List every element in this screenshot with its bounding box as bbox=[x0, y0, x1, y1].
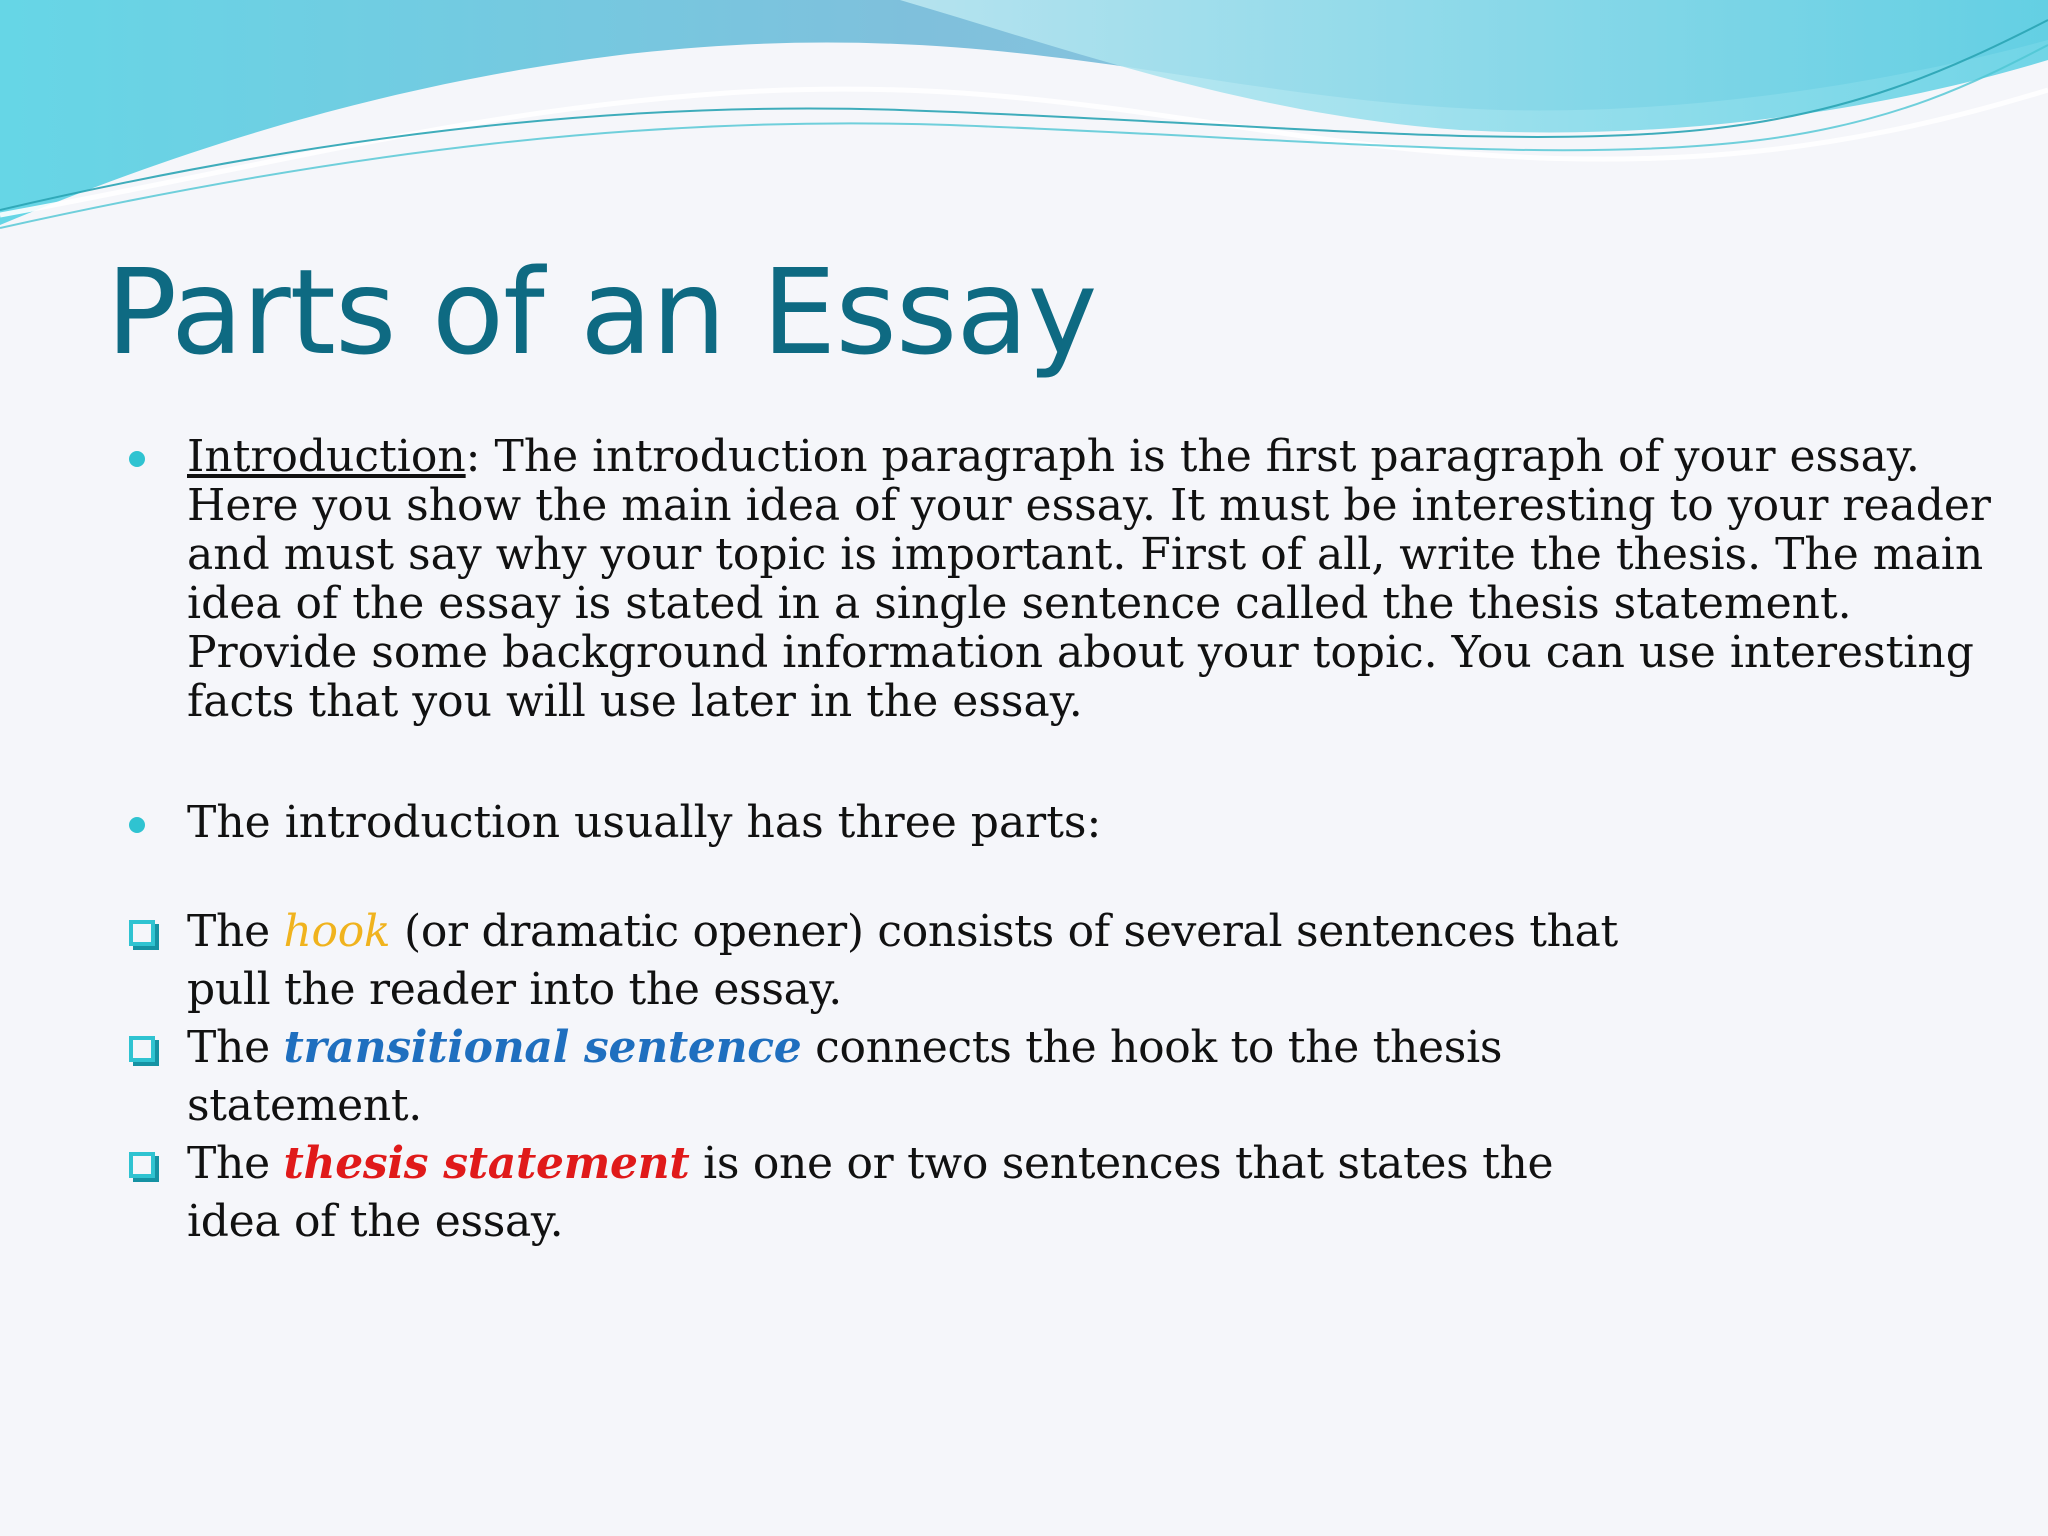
term-thesis-statement: thesis statement bbox=[283, 1138, 690, 1189]
part-thesis-after: is one or two sentences that states the idea of the essay. bbox=[187, 1138, 1554, 1247]
checkbox-square-icon bbox=[129, 1036, 155, 1062]
part-hook-before: The bbox=[187, 906, 284, 957]
three-parts-text: The introduction usually has three parts: bbox=[187, 797, 1102, 848]
checkbox-square-icon bbox=[129, 1152, 155, 1178]
introduction-separator: : bbox=[465, 431, 481, 482]
part-hook bbox=[125, 903, 1647, 1019]
slide-body bbox=[125, 432, 2005, 1251]
part-thesis-statement bbox=[125, 1135, 1647, 1251]
decorative-wave-header bbox=[0, 0, 2048, 240]
term-hook: hook bbox=[283, 906, 391, 957]
bullet-dot-icon bbox=[129, 451, 145, 467]
part-transition-before: The bbox=[187, 1022, 284, 1073]
three-parts-bullet bbox=[125, 798, 2005, 847]
introduction-bullet bbox=[125, 432, 2007, 726]
part-hook-after: (or dramatic opener) consists of several sentences that pull the reader into the essay. bbox=[187, 906, 1618, 1015]
part-transition-after: connects the hook to the thesis statement. bbox=[187, 1022, 1503, 1131]
introduction-parts-list bbox=[125, 903, 2005, 1251]
bullet-dot-icon bbox=[129, 817, 145, 833]
introduction-text: The introduction paragraph is the first paragraph of your essay. Here you show the main idea of your essay. It must be interesting to your reader and must say why your topic is important. First of all, write the thesis. The main idea of the essay is stated in a single sentence called the thesis statement. Provide some background information about your topic. You can use interesting facts that you will use later in the essay. bbox=[187, 431, 1991, 727]
part-thesis-before: The bbox=[187, 1138, 284, 1189]
part-transitional-sentence bbox=[125, 1019, 1647, 1135]
term-transitional-sentence: transitional sentence bbox=[283, 1022, 802, 1073]
checkbox-square-icon bbox=[129, 920, 155, 946]
introduction-label: Introduction bbox=[187, 431, 466, 482]
slide-title: Parts of an Essay bbox=[106, 243, 1097, 381]
